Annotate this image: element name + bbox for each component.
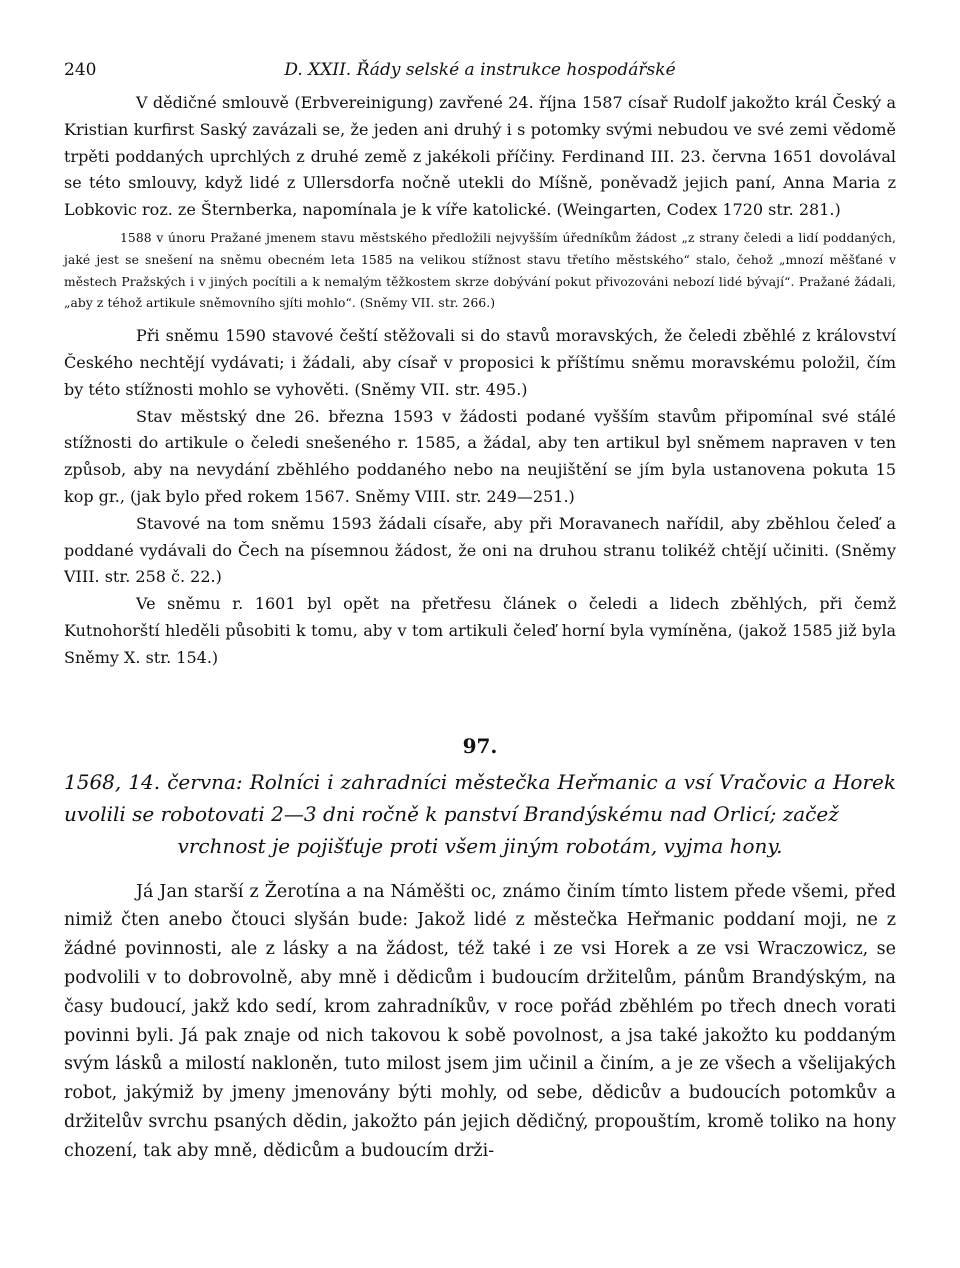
paragraph: V dědičné smlouvě (Erbvereinigung) zavřené 24. října 1587 císař Rudolf jakožto král Český a Kristian kurfirst Saský zavázali se, že jeden ani druhý i s potomky svými nebudou ve své zemi vědomě trpěti poddaných uprchlých z druhé země z jakékoli příčiny. Ferdinand III. 23. června 1651 dovolával se této smlouvy, když lidé z Ullersdorfa nočně utekli do Míšně, poněvadž jejich paní, Anna Maria z Lobkovic roz. ze Šternberka, napomínala je k víře katolické. (Weingarten, Codex 1720 str. 281.) — [64, 93, 896, 220]
page-number: 240 — [64, 60, 97, 80]
paragraph: Stavové na tom sněmu 1593 žádali císaře, aby při Moravanech nařídil, aby zběhlou čeleď a poddané vydávali do Čech na písemnou žádost, že oni na druhou stranu tolikéž chtějí učiniti. (Sněmy VIII. str. 258 č. 22.) — [64, 513, 896, 587]
document-text: Já Jan starší z Žerotína a na Náměšti oc, známo činím tímto listem přede všemi, před nimiž čten anebo čtouci slyšán bude: Jakož lidé z městečka Heřmanic poddaní moji, ne z žádné povinnosti, ale z lásky a na žádost, též také i ze vsi Horek a ze vsi Wraczowicz, se podvolili v to dobrovolně, aby mně i dědicům i budoucím držitelům, pánům Brandýským, na časy budoucí, jakž kdo sedí, krom zahradníkův, v roce pořád zběhlém po třech dnech vorati povinni byli. Já pak znaje od nich takovou k sobě povolnost, a jsa také jakožto ku poddaným svým lásků a milostí nakloněn, tuto milost jsem jim učinil a činím, a je ze všech a všelijakých robot, jakýmiž by jmeny jmenovány býti mohly, od sebe, dědicův a budoucích potomkův a držitelův svrchu psaných dědin, jakožto pán jejich dědičný, propouštím, kromě toliko na hony chození, tak aby mně, dědicům a budoucím drži- — [64, 881, 896, 1161]
small-print-paragraph: 1588 v únoru Pražané jmenem stavu městského předložili nejvyšším úředníkům žádost „z strany čeledi a lidí poddaných, jaké jest se snešení na sněmu obecném leta 1585 na velikou stížnost stavu třetího městského“ stalo, čehož „mnozí měšťané v městech Pražských i v jiných pocítili a k nemalým těžkostem skrze dobývání pokut přivozováni nebozí lidé bývají“. Pražané žádali, „aby z téhož artikule sněmovního sjíti mohlo“. (Sněmy VII. str. 266.) — [64, 230, 896, 311]
paragraph: Při sněmu 1590 stavové čeští stěžovali si do stavů moravských, že čeledi zběhlé z království Českého nechtějí vydávati; i žádali, aby císař v proposici k příštímu sněmu moravskému položil, čím by této stížnosti mohlo se vyhověti. (Sněmy VII. str. 495.) — [64, 326, 896, 399]
running-title: D. XXII. Řády selské a instrukce hospodářské — [284, 60, 676, 80]
paragraph: Ve sněmu r. 1601 byl opět na přetřesu článek o čeledi a lidech zběhlých, při čemž Kutnohorští hleděli působiti k tomu, aby v tom artikuli čeleď horní byla vymíněna, (jakož 1585 již byla Sněmy X. str. 154.) — [64, 594, 896, 667]
intro-section — [64, 90, 896, 672]
document-heading — [64, 766, 896, 862]
page-header — [64, 56, 896, 90]
document-heading-main: 1568, 14. června: Rolníci i zahradníci městečka Heřmanic a vsí Vračovic a Horek uvolili se robotovati 2—3 dni ročně k panství Brandýskému nad Orlicí; začež — [64, 769, 896, 826]
document-number: 97. — [462, 733, 498, 758]
paragraph: Stav městský dne 26. března 1593 v žádosti podané vyšším stavům připomínal své stálé stížnosti do artikule o čeledi snešeného r. 1585, a žádal, aby ten artikul byl sněmem napraven v ten způsob, aby na nevydání zběhlého poddaného nebo na neujištění se jím byla ustanovena pokuta 15 kop gr., (jak bylo před rokem 1567. Sněmy VIII. str. 249—251.) — [64, 406, 896, 506]
document-heading-last-line: vrchnost je pojišťuje proti všem jiným robotám, vyjma hony. — [177, 833, 783, 858]
